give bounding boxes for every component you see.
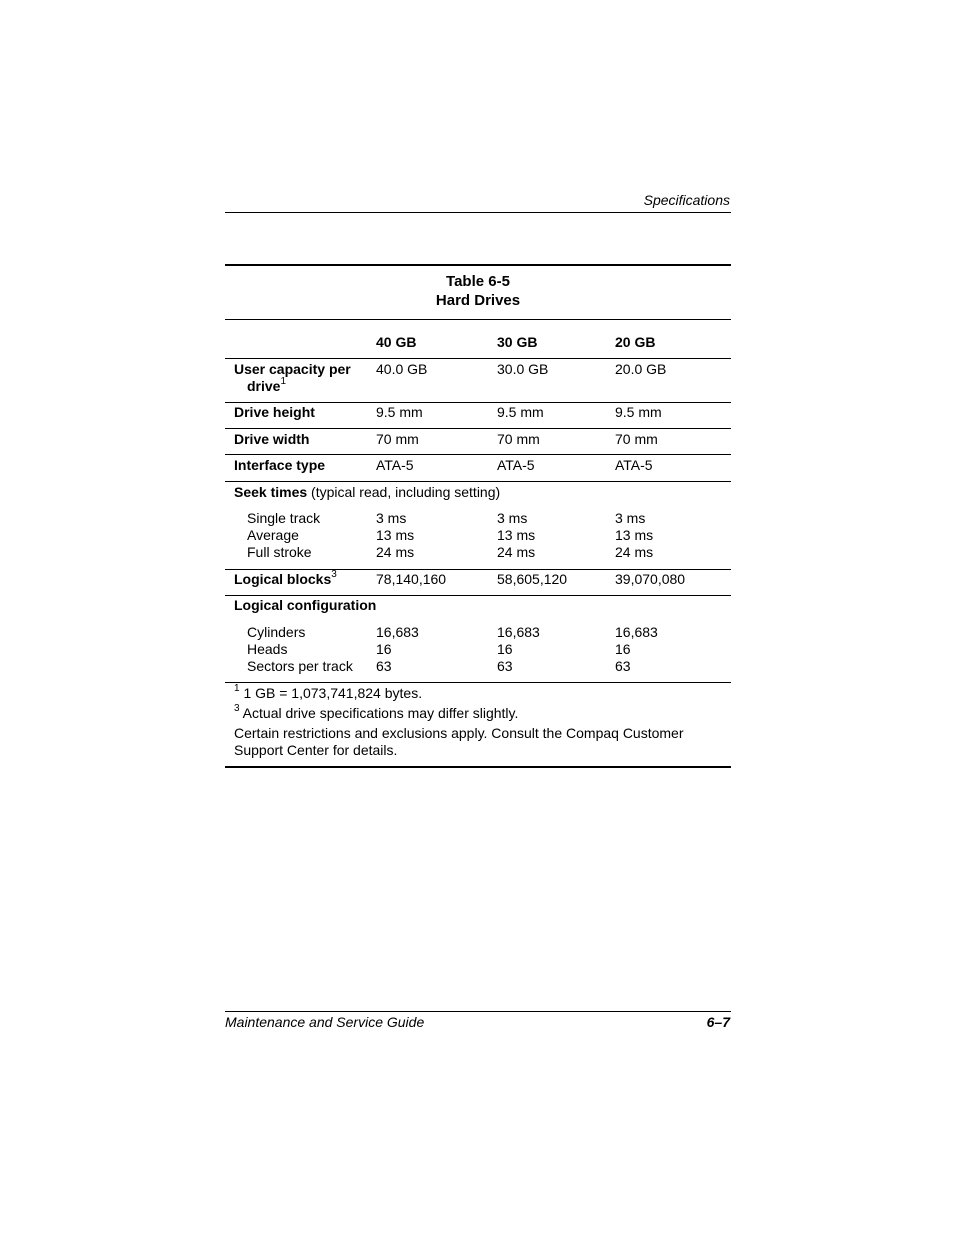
table-top-rule: [225, 264, 731, 266]
table-rule: [225, 358, 731, 359]
footer-title: Maintenance and Service Guide: [225, 1014, 425, 1030]
table-note: Certain restrictions and exclusions apply. Consult the Compaq Customer: [234, 725, 684, 741]
table-rule: [225, 454, 731, 455]
table-cell: 70 mm: [376, 431, 419, 447]
header-rule: [225, 212, 731, 213]
table-cell: 20.0 GB: [615, 361, 667, 377]
table-cell: 58,605,120: [497, 571, 568, 587]
sub-row-label: Cylinders: [247, 624, 306, 640]
footnote-text: 1 GB = 1,073,741,824 bytes.: [239, 685, 423, 701]
table-cell: ATA-5: [615, 457, 653, 473]
row-label: User capacity per: [234, 361, 351, 377]
table-cell: 40.0 GB: [376, 361, 428, 377]
table-rule: [225, 481, 731, 482]
row-label-text: Logical blocks: [234, 571, 332, 587]
table-rule: [225, 569, 731, 570]
table-bottom-rule: [225, 766, 731, 768]
sub-row-label: Sectors per track: [247, 658, 353, 674]
footnote: [234, 685, 422, 702]
table-rule: [225, 319, 731, 320]
table-cell: 63: [376, 658, 392, 674]
sub-row-label: Full stroke: [247, 544, 312, 560]
page-number: 6–7: [706, 1014, 730, 1030]
table-cell: 39,070,080: [615, 571, 686, 587]
table-cell: 16: [497, 641, 513, 657]
table-cell: 3 ms: [615, 510, 646, 526]
table-cell: 78,140,160: [376, 571, 447, 587]
table-cell: 30.0 GB: [497, 361, 549, 377]
table-note: Support Center for details.: [234, 742, 398, 758]
table-title: Hard Drives: [435, 292, 521, 309]
table-cell: 13 ms: [615, 527, 654, 543]
row-label: Drive height: [234, 404, 315, 420]
table-rule: [225, 428, 731, 429]
running-header: Specifications: [643, 192, 730, 208]
sub-row-label: Single track: [247, 510, 321, 526]
row-label: Logical configuration: [234, 597, 377, 613]
row-label: [234, 571, 337, 588]
table-cell: 16,683: [376, 624, 419, 640]
footnote-mark: 3: [234, 703, 240, 715]
sub-row-label: Heads: [247, 641, 288, 657]
table-cell: 24 ms: [376, 544, 415, 560]
column-header: 20 GB: [615, 334, 656, 350]
table-cell: 13 ms: [497, 527, 536, 543]
table-cell: 24 ms: [615, 544, 654, 560]
sub-row-label: Average: [247, 527, 299, 543]
footnote-mark: 1: [280, 376, 287, 388]
table-cell: 16: [376, 641, 392, 657]
row-label-text: drive: [247, 378, 281, 394]
table-cell: 13 ms: [376, 527, 415, 543]
table-cell: ATA-5: [376, 457, 414, 473]
table-cell: 70 mm: [497, 431, 540, 447]
footer-rule: [225, 1011, 731, 1012]
table-cell: 70 mm: [615, 431, 658, 447]
table-cell: 9.5 mm: [376, 404, 423, 420]
table-cell: 16,683: [615, 624, 658, 640]
table-rule: [225, 595, 731, 596]
table-cell: 16: [615, 641, 631, 657]
footnote-mark: 3: [331, 569, 337, 581]
table-rule: [225, 682, 731, 683]
table-number: Table 6-5: [446, 273, 510, 290]
footnote-mark: 1: [234, 683, 240, 695]
table-cell: 63: [615, 658, 631, 674]
table-cell: 9.5 mm: [497, 404, 544, 420]
table-cell: ATA-5: [497, 457, 535, 473]
row-label: Interface type: [234, 457, 326, 473]
row-label: [247, 378, 286, 395]
table-cell: 9.5 mm: [615, 404, 662, 420]
table-cell: 3 ms: [376, 510, 407, 526]
row-label-note: (typical read, including setting): [307, 484, 501, 500]
table-cell: 3 ms: [497, 510, 528, 526]
table-cell: 63: [497, 658, 513, 674]
column-header: 40 GB: [376, 334, 417, 350]
row-label: [234, 484, 500, 501]
row-label: Drive width: [234, 431, 310, 447]
footnote: [234, 705, 518, 722]
table-rule: [225, 402, 731, 403]
column-header: 30 GB: [497, 334, 538, 350]
table-cell: 16,683: [497, 624, 540, 640]
row-label-text: Seek times: [234, 484, 308, 500]
footnote-text: Actual drive specifications may differ slightly.: [239, 705, 519, 721]
table-cell: 24 ms: [497, 544, 536, 560]
